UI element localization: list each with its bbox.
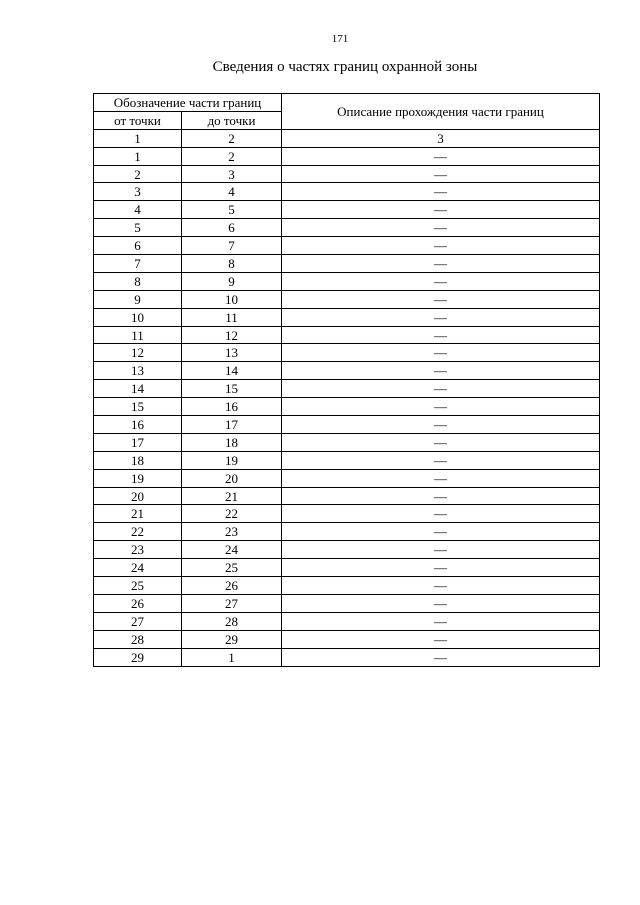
- from-point-cell: 8: [94, 272, 182, 290]
- table-row: [94, 469, 600, 487]
- table-row: [94, 344, 600, 362]
- table-row: [94, 523, 600, 541]
- page-number: 171: [331, 33, 349, 45]
- table-row: [94, 147, 600, 165]
- header-boundary-description: Описание прохождения части границ: [282, 94, 600, 130]
- from-point-cell: 2: [94, 165, 182, 183]
- description-cell: —: [282, 344, 600, 362]
- to-point-cell: 25: [182, 559, 282, 577]
- to-point-cell: 4: [182, 183, 282, 201]
- column-number-3: 3: [282, 129, 600, 147]
- to-point-cell: 27: [182, 594, 282, 612]
- from-point-cell: 4: [94, 201, 182, 219]
- from-point-cell: 25: [94, 577, 182, 595]
- to-point-cell: 9: [182, 272, 282, 290]
- table-row: [94, 201, 600, 219]
- description-cell: —: [282, 451, 600, 469]
- description-cell: —: [282, 165, 600, 183]
- to-point-cell: 1: [182, 648, 282, 666]
- description-cell: —: [282, 523, 600, 541]
- from-point-cell: 5: [94, 219, 182, 237]
- description-cell: —: [282, 594, 600, 612]
- table-row: [94, 219, 600, 237]
- description-cell: —: [282, 308, 600, 326]
- table-row: [94, 612, 600, 630]
- table-row: [94, 559, 600, 577]
- table-row: [94, 272, 600, 290]
- table-row: [94, 380, 600, 398]
- to-point-cell: 15: [182, 380, 282, 398]
- from-point-cell: 26: [94, 594, 182, 612]
- to-point-cell: 23: [182, 523, 282, 541]
- description-cell: —: [282, 559, 600, 577]
- to-point-cell: 10: [182, 290, 282, 308]
- description-cell: —: [282, 630, 600, 648]
- to-point-cell: 26: [182, 577, 282, 595]
- from-point-cell: 21: [94, 505, 182, 523]
- table-row: [94, 416, 600, 434]
- to-point-cell: 24: [182, 541, 282, 559]
- table-row: [94, 594, 600, 612]
- to-point-cell: 11: [182, 308, 282, 326]
- table-row: [94, 451, 600, 469]
- column-number-2: 2: [182, 129, 282, 147]
- table-row: [94, 308, 600, 326]
- to-point-cell: 14: [182, 362, 282, 380]
- table-body: [94, 147, 600, 666]
- description-cell: —: [282, 469, 600, 487]
- to-point-cell: 2: [182, 147, 282, 165]
- description-cell: —: [282, 505, 600, 523]
- from-point-cell: 14: [94, 380, 182, 398]
- to-point-cell: 3: [182, 165, 282, 183]
- header-boundary-part-designation: Обозначение части границ: [94, 94, 282, 112]
- to-point-cell: 22: [182, 505, 282, 523]
- table-row: [94, 433, 600, 451]
- table-row: [94, 398, 600, 416]
- to-point-cell: 16: [182, 398, 282, 416]
- description-cell: —: [282, 398, 600, 416]
- description-cell: —: [282, 416, 600, 434]
- to-point-cell: 6: [182, 219, 282, 237]
- description-cell: —: [282, 237, 600, 255]
- description-cell: —: [282, 577, 600, 595]
- table-row: [94, 487, 600, 505]
- table-row: [94, 237, 600, 255]
- from-point-cell: 15: [94, 398, 182, 416]
- table-row: [94, 505, 600, 523]
- from-point-cell: 1: [94, 147, 182, 165]
- description-cell: —: [282, 290, 600, 308]
- description-cell: —: [282, 255, 600, 273]
- to-point-cell: 7: [182, 237, 282, 255]
- table-row: [94, 362, 600, 380]
- to-point-cell: 28: [182, 612, 282, 630]
- from-point-cell: 27: [94, 612, 182, 630]
- description-cell: —: [282, 380, 600, 398]
- table-row: [94, 630, 600, 648]
- description-cell: —: [282, 362, 600, 380]
- description-cell: —: [282, 487, 600, 505]
- from-point-cell: 6: [94, 237, 182, 255]
- from-point-cell: 7: [94, 255, 182, 273]
- from-point-cell: 28: [94, 630, 182, 648]
- from-point-cell: 16: [94, 416, 182, 434]
- description-cell: —: [282, 147, 600, 165]
- to-point-cell: 17: [182, 416, 282, 434]
- to-point-cell: 8: [182, 255, 282, 273]
- from-point-cell: 11: [94, 326, 182, 344]
- to-point-cell: 13: [182, 344, 282, 362]
- description-cell: —: [282, 272, 600, 290]
- from-point-cell: 23: [94, 541, 182, 559]
- to-point-cell: 18: [182, 433, 282, 451]
- from-point-cell: 22: [94, 523, 182, 541]
- from-point-cell: 20: [94, 487, 182, 505]
- from-point-cell: 17: [94, 433, 182, 451]
- description-cell: —: [282, 541, 600, 559]
- description-cell: —: [282, 612, 600, 630]
- header-from-point: от точки: [94, 111, 182, 129]
- to-point-cell: 19: [182, 451, 282, 469]
- from-point-cell: 19: [94, 469, 182, 487]
- description-cell: —: [282, 201, 600, 219]
- from-point-cell: 12: [94, 344, 182, 362]
- from-point-cell: 13: [94, 362, 182, 380]
- description-cell: —: [282, 433, 600, 451]
- description-cell: —: [282, 219, 600, 237]
- to-point-cell: 21: [182, 487, 282, 505]
- from-point-cell: 18: [94, 451, 182, 469]
- table-row: [94, 165, 600, 183]
- description-cell: —: [282, 326, 600, 344]
- from-point-cell: 29: [94, 648, 182, 666]
- to-point-cell: 12: [182, 326, 282, 344]
- from-point-cell: 24: [94, 559, 182, 577]
- header-to-point: до точки: [182, 111, 282, 129]
- to-point-cell: 29: [182, 630, 282, 648]
- from-point-cell: 10: [94, 308, 182, 326]
- table-row: [94, 541, 600, 559]
- table-row: [94, 255, 600, 273]
- document-title: Сведения о частях границ охранной зоны: [212, 59, 478, 75]
- boundary-parts-table: [93, 93, 600, 667]
- table-row: [94, 183, 600, 201]
- to-point-cell: 20: [182, 469, 282, 487]
- from-point-cell: 3: [94, 183, 182, 201]
- table-row: [94, 290, 600, 308]
- to-point-cell: 5: [182, 201, 282, 219]
- table-row: [94, 326, 600, 344]
- table-row: [94, 577, 600, 595]
- description-cell: —: [282, 648, 600, 666]
- from-point-cell: 9: [94, 290, 182, 308]
- column-number-1: 1: [94, 129, 182, 147]
- table-row: [94, 648, 600, 666]
- description-cell: —: [282, 183, 600, 201]
